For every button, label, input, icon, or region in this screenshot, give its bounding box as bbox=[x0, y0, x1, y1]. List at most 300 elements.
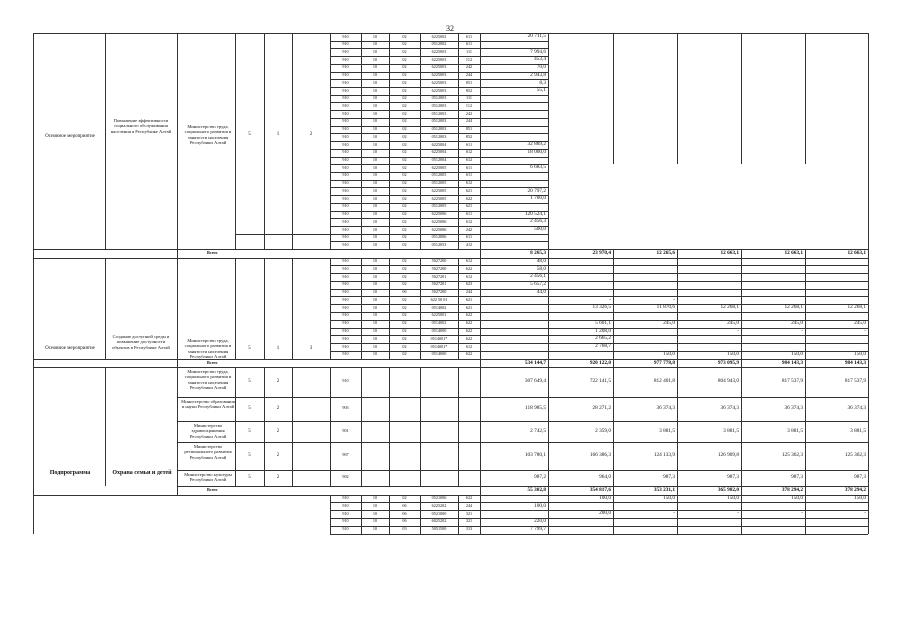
amount-cell: 987,3 bbox=[791, 474, 803, 481]
grbs-code: 910 bbox=[342, 164, 349, 170]
amount-cell: 100,0 bbox=[534, 502, 546, 509]
total-amount: 984 143,3 bbox=[781, 359, 803, 366]
amount-cell: 3 881,5 bbox=[723, 427, 739, 434]
grbs-code: 910 bbox=[342, 218, 349, 224]
total-amount: 534 144,7 bbox=[524, 359, 546, 366]
column-divider bbox=[480, 367, 481, 486]
column-divider bbox=[420, 495, 421, 534]
column-divider bbox=[420, 367, 421, 486]
subsection-code: 02 bbox=[402, 87, 407, 93]
column-divider bbox=[458, 33, 459, 249]
grbs-code: 910 bbox=[342, 320, 349, 326]
subsection-code: 02 bbox=[402, 79, 407, 85]
amount-cell: 150,0 bbox=[791, 494, 803, 501]
section-code: 10 bbox=[372, 87, 378, 93]
section-code: 10 bbox=[372, 72, 378, 78]
amount-cell: 126 909,8 bbox=[717, 452, 739, 459]
grbs-code: 910 bbox=[342, 41, 349, 47]
column-divider bbox=[548, 258, 549, 359]
grbs-code: 910 bbox=[342, 141, 349, 147]
column-divider bbox=[292, 367, 293, 486]
amount-cell: 3 881,5 bbox=[850, 427, 866, 434]
section-code: 10 bbox=[372, 141, 378, 147]
section-code: 10 bbox=[372, 56, 378, 62]
subsection-code: 06 bbox=[402, 502, 407, 508]
column-divider bbox=[480, 495, 481, 534]
column-divider bbox=[361, 258, 362, 359]
grbs-code: 910 bbox=[342, 203, 349, 209]
subsection-code: 02 bbox=[402, 281, 407, 287]
subsection-code: 02 bbox=[402, 203, 407, 209]
subsection-code: 02 bbox=[402, 64, 407, 70]
grbs-code: 910 bbox=[342, 502, 349, 508]
code-column-2: 2 bbox=[276, 475, 280, 481]
grbs-code: 910 bbox=[342, 133, 349, 139]
subsection-code: 02 bbox=[402, 320, 407, 326]
amount-cell: 55,1 bbox=[536, 87, 546, 94]
subsection-code: 02 bbox=[402, 149, 407, 155]
column-divider bbox=[548, 249, 549, 258]
target-article-code: 0512003 bbox=[431, 133, 447, 139]
expense-type-code: 621 bbox=[465, 296, 473, 302]
column-divider bbox=[548, 495, 549, 534]
amount-cell: 11 870,6 bbox=[656, 304, 675, 311]
target-article-code: 0514001* bbox=[430, 335, 448, 341]
grbs-code: 910 bbox=[342, 265, 349, 271]
column-divider bbox=[805, 367, 806, 486]
section-code: 10 bbox=[372, 510, 378, 516]
target-article-code: 0521006 bbox=[431, 495, 447, 501]
section-code: 10 bbox=[372, 33, 378, 39]
expense-type-code: 111 bbox=[466, 95, 472, 101]
target-article-code: 6225202 bbox=[431, 502, 447, 508]
subsection-code: 02 bbox=[402, 296, 407, 302]
amount-cell: 36 374,3 bbox=[784, 405, 803, 412]
amount-cell: 722 141,5 bbox=[589, 378, 611, 385]
subsection-code: 02 bbox=[402, 33, 407, 39]
subsection-code: 02 bbox=[402, 218, 407, 224]
grbs-code: 910 bbox=[342, 72, 349, 78]
column-divider bbox=[458, 495, 459, 534]
expense-type-code: 244 bbox=[465, 289, 473, 295]
amount-cell: 36 374,3 bbox=[720, 405, 739, 412]
subsection-code: 02 bbox=[402, 234, 407, 240]
target-article-code: 6225003 bbox=[431, 48, 447, 54]
total-amount: 12 663,1 bbox=[784, 250, 803, 257]
amount-cell: 103 780,1 bbox=[524, 452, 546, 459]
amount-cell: 13 326,5 bbox=[592, 304, 611, 311]
amount-cell: 150,0 bbox=[663, 494, 675, 501]
column-divider bbox=[177, 367, 178, 486]
column-divider bbox=[741, 359, 742, 368]
grbs-code: 910 bbox=[342, 79, 349, 85]
grbs-code: 910 bbox=[342, 102, 349, 108]
subprogram-executor: Министерство регионального развития Республики Алтай bbox=[184, 444, 232, 460]
grbs-code: 910 bbox=[342, 126, 349, 132]
subsection-code: 02 bbox=[402, 351, 407, 357]
amount-cell: 7 994,6 bbox=[530, 48, 546, 55]
column-divider bbox=[677, 359, 678, 368]
section-code: 10 bbox=[372, 343, 378, 349]
expense-type-code: 852 bbox=[465, 87, 473, 93]
section-code: 10 bbox=[372, 118, 378, 124]
column-divider bbox=[389, 258, 390, 359]
code-column-2: 2 bbox=[276, 453, 280, 459]
subsection-code: 02 bbox=[402, 126, 407, 132]
grbs-code: 910 bbox=[342, 64, 349, 70]
section-code: 10 bbox=[372, 526, 378, 532]
section-code: 10 bbox=[372, 126, 378, 132]
expense-type-code: 244 bbox=[465, 72, 473, 78]
target-article-code: 6225005 bbox=[431, 187, 447, 193]
column-divider bbox=[868, 258, 869, 359]
target-article-code: 6225003 bbox=[431, 64, 447, 70]
code-column-2: 2 bbox=[276, 379, 280, 385]
group-executor: Министерство труда, социального развития и занятости населения Республики Алтай bbox=[184, 124, 232, 145]
target-article-code: 0512003 bbox=[431, 110, 447, 116]
expense-type-code: 622 bbox=[465, 265, 473, 271]
amount-cell: 12 268,1 bbox=[784, 304, 803, 311]
amount-cell: 987,3 bbox=[663, 474, 675, 481]
total-label: Всего bbox=[207, 487, 218, 493]
section-code: 10 bbox=[372, 502, 378, 508]
column-divider bbox=[235, 367, 236, 486]
row-divider bbox=[177, 397, 868, 398]
column-divider bbox=[264, 258, 265, 359]
section-code: 10 bbox=[372, 281, 378, 287]
column-divider bbox=[677, 249, 678, 258]
amount-cell: 3 881,5 bbox=[659, 427, 675, 434]
column-divider bbox=[868, 367, 869, 486]
column-divider bbox=[548, 359, 549, 368]
grbs-code: 902 bbox=[342, 474, 349, 480]
total-amount: 12 663,1 bbox=[847, 250, 866, 257]
grbs-code: 910 bbox=[342, 234, 349, 240]
grbs-code: 910 bbox=[342, 495, 349, 501]
column-divider bbox=[177, 486, 178, 495]
column-divider bbox=[805, 359, 806, 368]
amount-cell: 150,0 bbox=[727, 350, 739, 357]
subsection-code: 06 bbox=[402, 510, 407, 516]
column-divider bbox=[868, 33, 869, 249]
subsection-code: 02 bbox=[402, 241, 407, 247]
target-article-code: 0512053 bbox=[431, 241, 447, 247]
subsection-code: 02 bbox=[402, 48, 407, 54]
expense-type-code: 112 bbox=[465, 56, 473, 62]
column-divider bbox=[613, 258, 614, 359]
expense-type-code: 611 bbox=[465, 172, 473, 178]
amount-cell: 987,3 bbox=[854, 474, 866, 481]
column-divider bbox=[177, 249, 178, 258]
grbs-code: 910 bbox=[342, 273, 349, 279]
column-divider bbox=[389, 495, 390, 534]
target-article-code: 6225006 bbox=[431, 218, 447, 224]
amount-cell: 166 386,3 bbox=[589, 452, 611, 459]
target-article-code: 622 50 01 bbox=[430, 296, 448, 302]
column-divider bbox=[480, 258, 481, 359]
grbs-code: 910 bbox=[342, 172, 349, 178]
amount-cell: 220,0 bbox=[534, 518, 546, 525]
column-divider bbox=[741, 486, 742, 495]
expense-type-code: 112 bbox=[465, 102, 473, 108]
grbs-code: 910 bbox=[342, 378, 349, 384]
target-article-code: 6225003 bbox=[431, 87, 447, 93]
total-label: Всего bbox=[207, 250, 218, 256]
column-divider bbox=[105, 33, 106, 249]
column-divider bbox=[33, 258, 34, 359]
expense-type-code: 612 bbox=[465, 149, 473, 155]
expense-type-code: 612 bbox=[465, 273, 473, 279]
section-code: 10 bbox=[372, 64, 378, 70]
target-article-code: 5027201 bbox=[431, 273, 447, 279]
subsection-code: 02 bbox=[402, 195, 407, 201]
subsection-code: 02 bbox=[402, 180, 407, 186]
target-article-code: 6225004 bbox=[431, 141, 447, 147]
total-amount: 55 302,8 bbox=[527, 487, 546, 494]
amount-cell: 150,0 bbox=[727, 494, 739, 501]
amount-cell: 245,0 bbox=[791, 319, 803, 326]
amount-cell: 817 537,9 bbox=[781, 378, 803, 385]
expense-type-code: 621 bbox=[465, 187, 473, 193]
column-divider bbox=[741, 258, 742, 359]
expense-type-code: 622 bbox=[465, 195, 473, 201]
amount-cell: 453,4 bbox=[534, 56, 546, 63]
total-amount: 12 265,6 bbox=[656, 250, 675, 257]
subsection-code: 02 bbox=[402, 258, 407, 264]
code-column-1: 5 bbox=[248, 132, 251, 137]
column-divider bbox=[33, 495, 34, 534]
faint-column-divider bbox=[613, 33, 614, 164]
target-article-code: 6025202 bbox=[431, 518, 447, 524]
column-divider bbox=[330, 258, 331, 359]
row-divider bbox=[33, 367, 868, 368]
amount-cell: 812 401,8 bbox=[653, 378, 675, 385]
grbs-code: 910 bbox=[342, 518, 349, 524]
expense-type-code: 612 bbox=[465, 258, 473, 264]
grbs-code: 910 bbox=[342, 289, 349, 295]
target-article-code: 6225003 bbox=[431, 56, 447, 62]
total-amount: 365 982,0 bbox=[717, 487, 739, 494]
column-divider bbox=[105, 367, 106, 486]
section-code: 10 bbox=[372, 110, 378, 116]
expense-type-code: 242 bbox=[465, 226, 473, 232]
target-article-code: 6225005 bbox=[431, 195, 447, 201]
amount-cell: 118 985,5 bbox=[525, 405, 546, 412]
total-amount: 984 143,3 bbox=[844, 359, 866, 366]
section-code: 10 bbox=[372, 48, 378, 54]
target-article-code: 6225002 bbox=[431, 33, 447, 39]
amount-cell: 18 000,0 bbox=[527, 149, 546, 155]
subsection-code: 02 bbox=[402, 304, 407, 310]
grbs-code: 910 bbox=[342, 48, 349, 54]
total-amount: 12 663,1 bbox=[720, 250, 739, 257]
subsection-code: 02 bbox=[402, 110, 407, 116]
grbs-code: 901 bbox=[342, 427, 349, 433]
code-column-1: 5 bbox=[248, 453, 251, 459]
column-divider bbox=[177, 359, 178, 368]
amount-cell: 150,0 bbox=[854, 350, 866, 357]
subsection-code: 02 bbox=[402, 343, 407, 349]
subsection-code: 02 bbox=[402, 226, 407, 232]
grbs-code: 907 bbox=[342, 452, 349, 458]
row-divider bbox=[330, 534, 868, 535]
code-column-3: 3 bbox=[309, 346, 313, 351]
grbs-code: 910 bbox=[342, 180, 349, 186]
column-divider bbox=[613, 249, 614, 258]
total-amount: 920 122,0 bbox=[589, 359, 611, 366]
subsection-code: 06 bbox=[402, 289, 407, 295]
target-article-code: 0512003 bbox=[431, 118, 447, 124]
column-divider bbox=[613, 367, 614, 486]
code-column-1: 5 bbox=[248, 475, 251, 481]
amount-cell: 6 683,5 bbox=[530, 164, 546, 171]
amount-cell: 150,0 bbox=[791, 350, 803, 357]
expense-type-code: 242 bbox=[465, 110, 473, 116]
column-divider bbox=[458, 367, 459, 486]
column-divider bbox=[292, 33, 293, 249]
total-amount: 354 817,6 bbox=[589, 487, 611, 494]
grbs-code: 910 bbox=[342, 33, 349, 39]
amount-cell: 804 943,0 bbox=[717, 378, 739, 385]
column-divider bbox=[33, 367, 34, 486]
subsection-code: 02 bbox=[402, 265, 407, 271]
faint-column-divider bbox=[805, 33, 806, 164]
expense-type-code: 611 bbox=[465, 41, 473, 47]
total-amount: 977 778,8 bbox=[653, 359, 675, 366]
column-divider bbox=[33, 33, 34, 249]
target-article-code: 0512005 bbox=[431, 180, 447, 186]
faint-column-divider bbox=[741, 33, 742, 164]
section-code: 10 bbox=[372, 41, 378, 47]
subsection-code: 02 bbox=[402, 164, 407, 170]
expense-type-code: 611 bbox=[465, 33, 473, 39]
total-amount: 378 294,2 bbox=[844, 487, 866, 494]
column-divider bbox=[868, 359, 869, 368]
target-article-code: 0512004 bbox=[431, 157, 447, 163]
amount-cell: 12 268,1 bbox=[847, 304, 866, 311]
amount-cell: 307 649,4 bbox=[524, 378, 546, 385]
amount-cell: 58,0 bbox=[536, 265, 546, 272]
amount-cell: 2 359,0 bbox=[595, 427, 611, 434]
amount-cell: 2 456,1 bbox=[530, 273, 546, 280]
code-column-1: 5 bbox=[248, 379, 251, 385]
column-divider bbox=[677, 258, 678, 359]
amount-cell: 987,2 bbox=[534, 474, 546, 481]
column-divider bbox=[741, 495, 742, 534]
section-code: 10 bbox=[372, 296, 378, 302]
target-article-code: 5027201 bbox=[431, 281, 447, 287]
column-divider bbox=[292, 258, 293, 359]
expense-type-code: 622 bbox=[465, 335, 473, 341]
amount-cell: - bbox=[737, 327, 739, 334]
subsection-code: 06 bbox=[402, 518, 407, 524]
target-article-code: 0512005 bbox=[431, 172, 447, 178]
target-article-code: 0514002 bbox=[431, 320, 447, 326]
target-article-code: 5027200 bbox=[431, 289, 447, 295]
subsection-code: 02 bbox=[402, 495, 407, 501]
section-code: 10 bbox=[372, 133, 378, 139]
section-code: 10 bbox=[372, 102, 378, 108]
group-executor: Министерство труда, социального развития и занятости населения Республики Алтай bbox=[184, 338, 232, 359]
expense-type-code: 622 bbox=[465, 312, 473, 318]
expense-type-code: 622 bbox=[465, 320, 473, 326]
subsection-code: 03 bbox=[402, 526, 407, 532]
subsection-code: 02 bbox=[402, 56, 407, 62]
row-divider bbox=[177, 486, 868, 487]
row-divider bbox=[177, 442, 868, 443]
column-divider bbox=[868, 486, 869, 495]
subprogram-type: Подпрограмма bbox=[49, 470, 91, 476]
target-article-code: 0512002 bbox=[431, 41, 447, 47]
column-divider bbox=[177, 33, 178, 249]
expense-type-code: 612 bbox=[465, 180, 473, 186]
section-code: 10 bbox=[372, 180, 378, 186]
expense-type-code: 621 bbox=[465, 304, 473, 310]
amount-cell: - bbox=[801, 510, 803, 517]
target-article-code: 6225006 bbox=[431, 226, 447, 232]
column-divider bbox=[741, 249, 742, 258]
expense-type-code: 244 bbox=[465, 502, 473, 508]
group-title: Основное мероприятие bbox=[45, 134, 95, 139]
subsection-code: 02 bbox=[402, 172, 407, 178]
amount-cell: 150,0 bbox=[663, 350, 675, 357]
expense-type-code: 412 bbox=[465, 241, 473, 247]
amount-cell: 70,0 bbox=[536, 64, 546, 71]
expense-type-code: 611 bbox=[465, 141, 473, 147]
grbs-code: 910 bbox=[342, 304, 349, 310]
grbs-code: 910 bbox=[342, 110, 349, 116]
amount-cell: 120 524,1 bbox=[524, 210, 546, 217]
subsection-code: 02 bbox=[402, 141, 407, 147]
section-code: 10 bbox=[372, 157, 378, 163]
amount-cell: 36 374,3 bbox=[656, 405, 675, 412]
section-code: 10 bbox=[372, 79, 378, 85]
column-divider bbox=[805, 486, 806, 495]
column-divider bbox=[458, 258, 459, 359]
subsection-code: 02 bbox=[402, 187, 407, 193]
expense-type-code: 851 bbox=[465, 79, 473, 85]
expense-type-code: 622 bbox=[465, 351, 473, 357]
amount-cell: 964,0 bbox=[599, 474, 611, 481]
amount-cell: - bbox=[864, 510, 866, 517]
amount-cell: 987,3 bbox=[727, 474, 739, 481]
expense-type-code: 612 bbox=[465, 218, 473, 224]
target-article-code: 0514000 bbox=[431, 328, 447, 333]
column-divider bbox=[264, 367, 265, 486]
target-article-code: 0514001* bbox=[430, 343, 448, 349]
section-code: 10 bbox=[372, 95, 378, 101]
section-code: 10 bbox=[372, 218, 378, 224]
column-divider bbox=[548, 486, 549, 495]
column-divider bbox=[677, 486, 678, 495]
expense-type-code: 111 bbox=[466, 48, 472, 54]
grbs-code: 910 bbox=[342, 526, 349, 532]
subprogram-executor: Министерство труда, социального развития и занятости населения Республики Алтай bbox=[184, 369, 232, 390]
amount-cell: 12 268,1 bbox=[720, 304, 739, 311]
group-goal: Повышение эффективности социального обслуживания населения в Республике Алтай bbox=[110, 118, 172, 134]
column-divider bbox=[389, 33, 390, 249]
grbs-code: 910 bbox=[342, 211, 349, 217]
row-divider bbox=[177, 421, 868, 422]
subsection-code: 02 bbox=[402, 102, 407, 108]
grbs-code: 910 bbox=[342, 118, 349, 124]
grbs-code: 910 bbox=[342, 56, 349, 62]
target-article-code: 0512003 bbox=[431, 126, 447, 132]
grbs-code: 910 bbox=[342, 351, 349, 357]
column-divider bbox=[105, 258, 106, 359]
subsection-code: 02 bbox=[402, 328, 407, 333]
target-article-code: 6225004 bbox=[431, 149, 447, 155]
